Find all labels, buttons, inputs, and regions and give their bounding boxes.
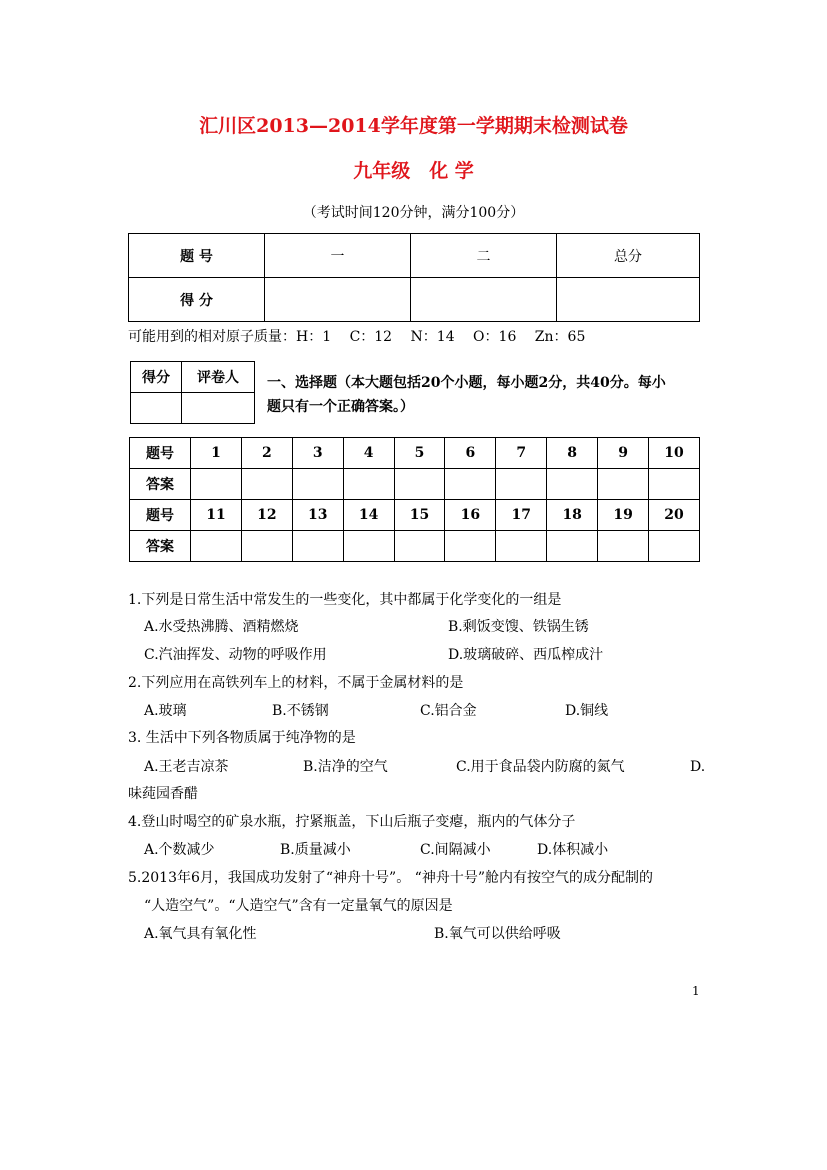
answer-table-number-row: [130, 438, 700, 469]
grader-score-label: 得分: [131, 362, 182, 393]
answer-cell: [343, 531, 394, 562]
question-number: 16: [445, 500, 496, 531]
grader-empty-cell: [131, 393, 182, 424]
question-number: 1: [191, 438, 242, 469]
score-header-cell: 题 号: [129, 234, 265, 278]
answer-cell: [445, 531, 496, 562]
q1-option-d: D.玻璃破碎、西瓜榨成汁: [448, 647, 604, 663]
score-empty-cell: [265, 278, 411, 322]
question-number: 6: [445, 438, 496, 469]
answer-cell: [343, 469, 394, 500]
answer-cell: [598, 531, 649, 562]
question-number: 13: [292, 500, 343, 531]
q1-stem: 1.下列是日常生活中常发生的一些变化，其中都属于化学变化的一组是: [128, 592, 562, 608]
answer-cell: [547, 469, 598, 500]
answer-cell: [649, 469, 700, 500]
exam-title: 汇川区2013—2014学年度第一学期期末检测试卷: [199, 115, 628, 137]
q5-stem-line1: 5.2013年6月，我国成功发射了“神舟十号”。 “神舟十号”舱内有按空气的成分配制的: [128, 870, 653, 886]
score-table: [128, 233, 700, 322]
answer-cell: [547, 531, 598, 562]
q3-stem: 3. 生活中下列各物质属于纯净物的是: [128, 730, 356, 746]
question-number: 17: [496, 500, 547, 531]
question-number: 9: [598, 438, 649, 469]
question-number: 15: [394, 500, 445, 531]
page-number: 1: [692, 984, 700, 998]
q4-option-c: C.间隔减小: [420, 842, 491, 858]
q4-option-d: D.体积减小: [537, 842, 609, 858]
q2-option-d: D.铜线: [565, 703, 609, 719]
q4-option-b: B.质量减小: [280, 842, 351, 858]
atomic-masses: 可能用到的相对原子质量：H：1 C：12 N：14 O：16 Zn：65: [128, 329, 586, 345]
q3-option-d-text: 味莼园香醋: [128, 786, 198, 802]
q5-option-a: A.氧气具有氧化性: [144, 926, 257, 942]
q3-option-a: A.王老吉凉茶: [144, 759, 229, 775]
q4-stem: 4.登山时喝空的矿泉水瓶，拧紧瓶盖，下山后瓶子变瘪，瓶内的气体分子: [128, 814, 576, 830]
score-header-cell: 总分: [557, 234, 700, 278]
question-number: 3: [292, 438, 343, 469]
grader-empty-cell: [182, 393, 255, 424]
q5-option-b: B.氧气可以供给呼吸: [434, 926, 561, 942]
answer-cell: [649, 531, 700, 562]
section1-heading-line2: 题只有一个正确答案。）: [267, 399, 414, 415]
question-number: 8: [547, 438, 598, 469]
answer-cell: [292, 469, 343, 500]
answer-cell: [496, 531, 547, 562]
answer-table-number-row: [130, 500, 700, 531]
q1-option-a: A.水受热沸腾、酒精燃烧: [144, 619, 299, 635]
q2-option-a: A.玻璃: [144, 703, 187, 719]
answer-table-answer-row: [130, 531, 700, 562]
q1-option-c: C.汽油挥发、动物的呼吸作用: [144, 647, 327, 663]
answer-cell: [394, 531, 445, 562]
row-label: 题号: [130, 438, 191, 469]
score-header-cell: 一: [265, 234, 411, 278]
question-number: 14: [343, 500, 394, 531]
q2-stem: 2.下列应用在高铁列车上的材料，不属于金属材料的是: [128, 675, 464, 691]
question-number: 4: [343, 438, 394, 469]
question-number: 10: [649, 438, 700, 469]
score-header-cell: 二: [411, 234, 557, 278]
q2-option-c: C.铝合金: [420, 703, 477, 719]
exam-subtitle: 九年级 化 学: [353, 160, 474, 182]
q2-option-b: B.不锈钢: [272, 703, 329, 719]
question-number: 20: [649, 500, 700, 531]
answer-cell: [241, 531, 292, 562]
answer-cell: [598, 469, 649, 500]
q3-option-d-label: D.: [690, 759, 706, 775]
answer-cell: [292, 531, 343, 562]
answer-cell: [394, 469, 445, 500]
row-label: 题号: [130, 500, 191, 531]
grader-box: [130, 361, 255, 424]
question-number: 7: [496, 438, 547, 469]
grader-name-label: 评卷人: [182, 362, 255, 393]
question-number: 19: [598, 500, 649, 531]
exam-info: （考试时间120分钟，满分100分）: [302, 205, 525, 221]
question-number: 12: [241, 500, 292, 531]
question-number: 5: [394, 438, 445, 469]
score-empty-cell: [411, 278, 557, 322]
answer-cell: [241, 469, 292, 500]
section1-heading-line1: 一、选择题（本大题包括20个小题，每小题2分，共40分。每小: [267, 375, 666, 391]
answer-cell: [191, 469, 242, 500]
q1-option-b: B.剩饭变馊、铁锅生锈: [448, 619, 589, 635]
question-number: 2: [241, 438, 292, 469]
answer-cell: [496, 469, 547, 500]
score-empty-cell: [557, 278, 700, 322]
answer-cell: [191, 531, 242, 562]
row-label: 答案: [130, 531, 191, 562]
question-number: 11: [191, 500, 242, 531]
q4-option-a: A.个数减少: [144, 842, 215, 858]
answer-cell: [445, 469, 496, 500]
answer-table: [129, 437, 700, 562]
q3-option-b: B.洁净的空气: [303, 759, 388, 775]
question-number: 18: [547, 500, 598, 531]
q3-option-c: C.用于食品袋内防腐的氮气: [456, 759, 625, 775]
row-label: 答案: [130, 469, 191, 500]
q5-stem-line2: “人造空气”。“人造空气”含有一定量氧气的原因是: [144, 898, 453, 914]
answer-table-answer-row: [130, 469, 700, 500]
score-label-cell: 得 分: [129, 278, 265, 322]
